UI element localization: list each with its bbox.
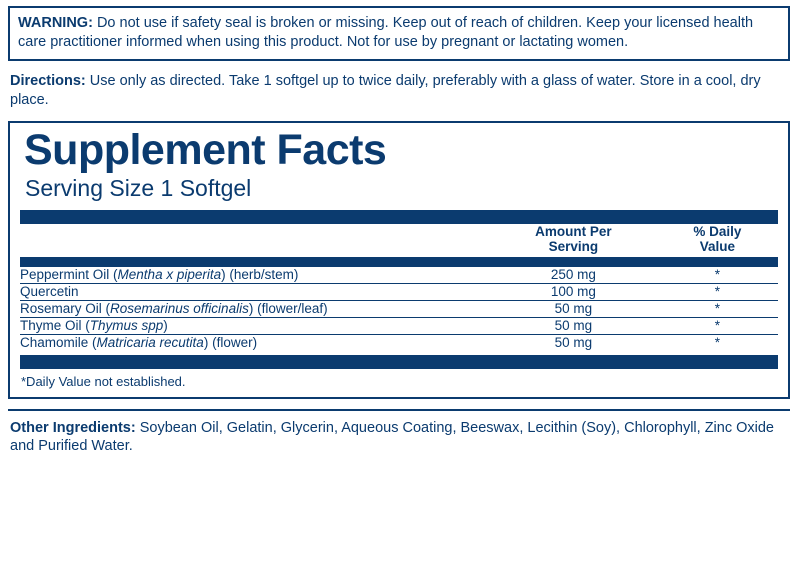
ingredient-name-post: ) (flower) (203, 335, 258, 351)
table-row (20, 267, 778, 284)
ingredient-name-post: ) (herb/stem) (221, 266, 299, 282)
ingredient-name-pre: Rosemary Oil ( (20, 300, 111, 316)
table-row (20, 335, 778, 352)
ingredient-daily-value: * (657, 283, 778, 300)
facts-header-name (20, 224, 490, 255)
ingredient-daily-value: * (657, 318, 778, 335)
ingredient-name-latin: Mentha x piperita (117, 266, 222, 282)
ingredient-name-latin: Thymus spp (89, 318, 164, 334)
ingredient-name (20, 267, 490, 284)
serving-size: Serving Size 1 Softgel (25, 175, 252, 202)
ingredient-name-pre: Thyme Oil ( (20, 318, 90, 334)
facts-header-amount-line1: Amount Per (535, 223, 612, 239)
other-ingredients-label: Other Ingredients: (10, 419, 136, 436)
ingredient-name (20, 318, 490, 335)
ingredient-amount: 50 mg (490, 300, 657, 317)
directions-block (8, 72, 790, 110)
ingredient-name-pre: Peppermint Oil ( (20, 266, 118, 282)
facts-header-dv (657, 224, 778, 255)
supplement-facts-title: Supplement Facts (24, 126, 387, 175)
ingredient-name (20, 283, 490, 300)
ingredient-amount: 50 mg (490, 318, 657, 335)
ingredient-amount: 100 mg (490, 283, 657, 300)
facts-header-dv-line1: % Daily (693, 223, 742, 239)
facts-header-amount (490, 224, 657, 255)
table-row (20, 318, 778, 335)
directions-label: Directions: (10, 72, 86, 89)
facts-header-amount-line2: Serving (548, 239, 599, 255)
facts-bottom-rule (20, 355, 778, 369)
ingredient-amount: 50 mg (490, 335, 657, 352)
other-ingredients-text: Soybean Oil, Gelatin, Glycerin, Aqueous Coating, Beeswax, Lecithin (Soy), Chlorophyll, Zinc Oxide and Purified Water. (10, 419, 774, 455)
daily-value-footnote: *Daily Value not established. (21, 373, 186, 389)
ingredient-name (20, 300, 490, 317)
ingredient-name-pre: Chamomile ( (20, 335, 97, 351)
supplement-label-page (0, 6, 798, 576)
directions-text: Use only as directed. Take 1 softgel up to twice daily, preferably with a glass of water. Store in a cool, dry place. (10, 72, 761, 108)
other-ingredients-block (8, 409, 790, 457)
ingredient-daily-value: * (657, 300, 778, 317)
ingredient-name-post: ) (163, 318, 168, 334)
supplement-facts-rows (20, 267, 778, 352)
ingredient-amount: 250 mg (550, 266, 596, 282)
warning-box (8, 6, 790, 61)
facts-header-dv-line2: Value (699, 239, 735, 255)
ingredient-name-post: ) (flower/leaf) (248, 300, 328, 316)
ingredient-daily-value: * (714, 266, 720, 282)
warning-label: WARNING: (18, 15, 93, 31)
table-row (20, 300, 778, 317)
ingredient-name (20, 335, 490, 352)
ingredient-name-latin: Rosemarinus officinalis (110, 300, 249, 316)
ingredient-name-pre: Quercetin (20, 283, 79, 299)
ingredient-name-latin: Matricaria recutita (96, 335, 204, 351)
supplement-facts-panel (8, 121, 790, 398)
ingredient-daily-value: * (657, 335, 778, 352)
facts-header-row (20, 224, 778, 255)
facts-header-rule (20, 257, 778, 267)
facts-top-rule (20, 210, 778, 224)
table-row (20, 283, 778, 300)
warning-text: Do not use if safety seal is broken or missing. Keep out of reach of children. Keep your licensed health care practitioner informed when using this product. Not for use by pregnant or lactating women. (18, 15, 754, 50)
supplement-facts-table (20, 224, 778, 255)
